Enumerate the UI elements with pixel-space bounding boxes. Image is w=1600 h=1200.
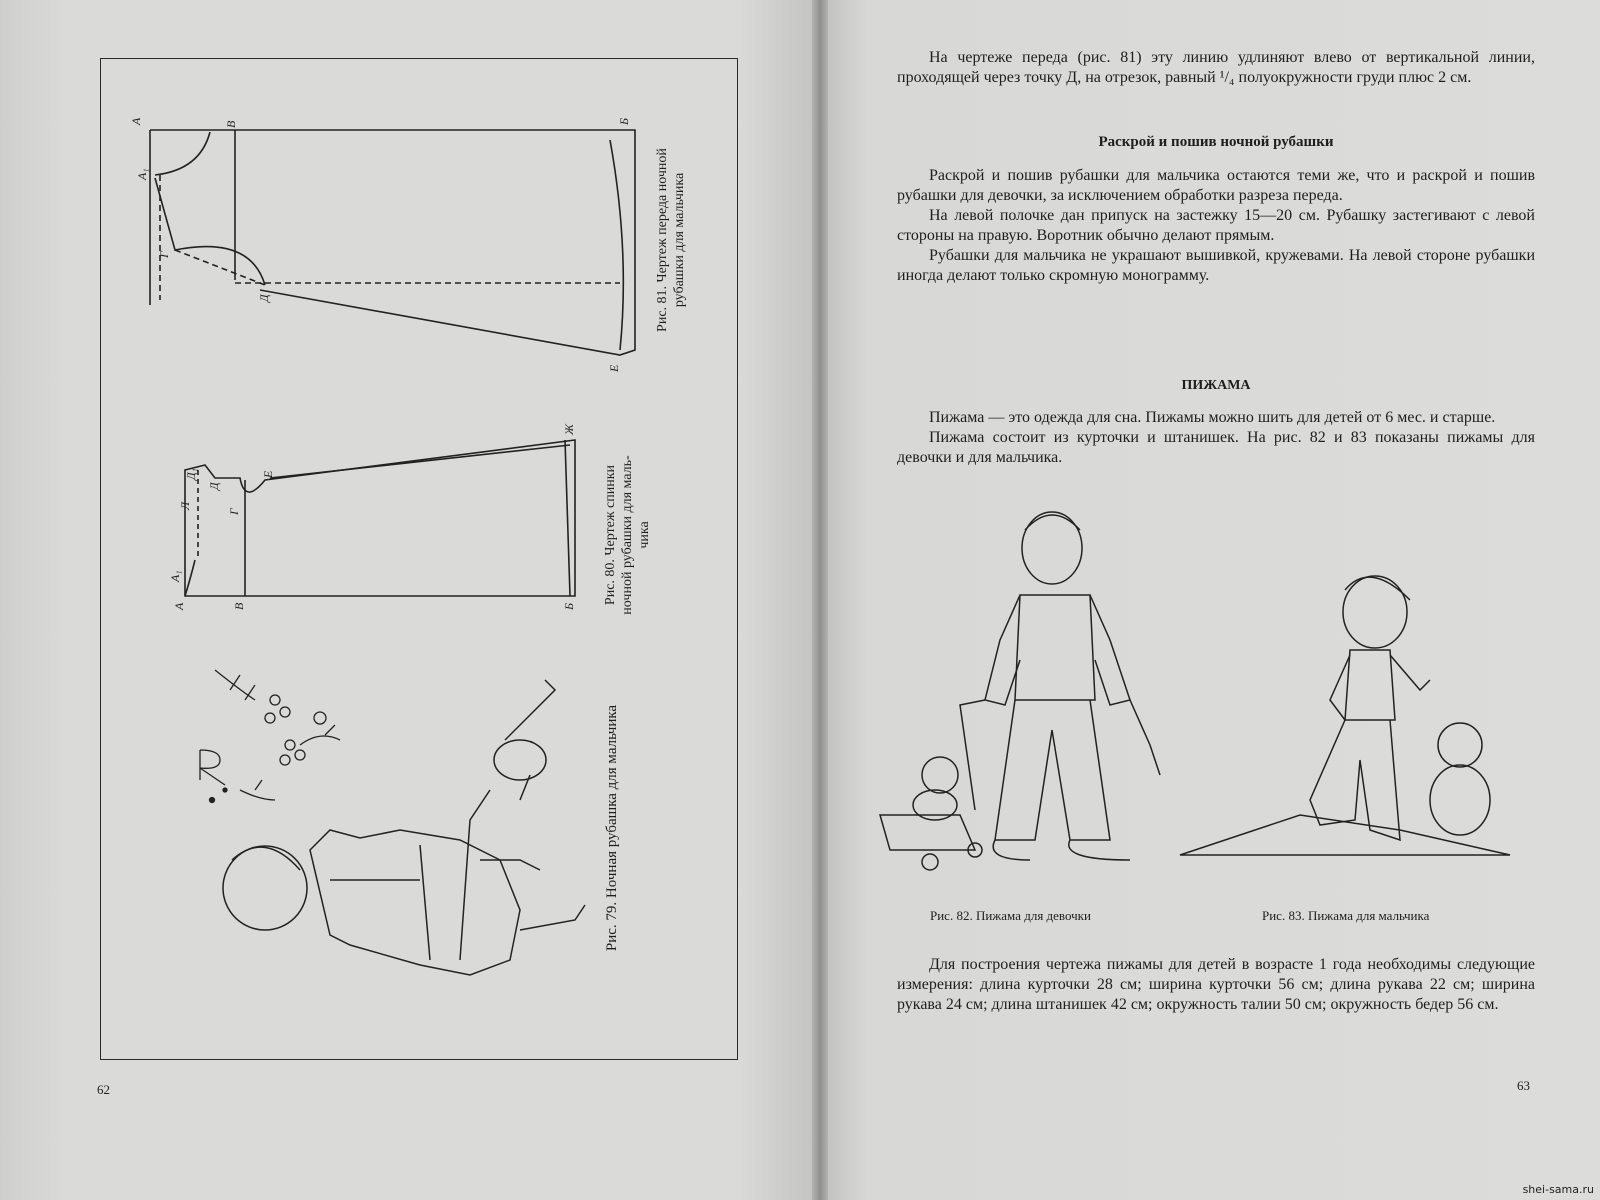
girl-illustration — [880, 512, 1160, 870]
section-heading-cutting: Раскрой и пошив ночной рубашки — [1098, 134, 1334, 150]
svg-text:А: А — [129, 117, 143, 125]
svg-text:А₁: А₁ — [135, 168, 149, 180]
svg-text:Е: Е — [261, 470, 275, 478]
caption-fig83: Рис. 83. Пижама для мальчика — [1262, 908, 1430, 923]
svg-text:Л: Л — [178, 501, 192, 510]
paragraph: Пижама состоит из курточки и штанишек. На рис. 82 и 83 показаны пижамы для девочки и для мальчика. — [897, 429, 1535, 466]
svg-text:Д₁: Д₁ — [184, 468, 198, 480]
svg-text:В: В — [224, 120, 238, 128]
caption-fig81: Рис. 81. Чертеж переда ночной рубашки для мальчика — [655, 148, 687, 332]
caption-fig80: Рис. 80. Чертеж спинки ночной рубашки для маль- чика — [603, 455, 652, 615]
svg-text:Д: Д — [257, 294, 271, 302]
svg-text:Б: Б — [617, 117, 631, 125]
paragraph: Раскрой и пошив рубашки для мальчика остаются теми же, что и раскрой и пошив рубашки для девочки, за исключением обработки разреза переда. — [897, 167, 1535, 204]
svg-text:А₁: А₁ — [168, 570, 182, 582]
svg-text:А: А — [172, 602, 186, 610]
svg-text:Г: Г — [157, 251, 171, 258]
paragraph: Рубашки для мальчика не украшают вышивкой, кружевами. На левой стороне рубашки иногда делают только скромную монограмму. — [897, 247, 1535, 284]
page-number-right: 63 — [1517, 1078, 1530, 1093]
caption-fig79: Рис. 79. Ночная рубашка для мальчика — [604, 704, 620, 952]
boy-pajama-illustration — [1180, 576, 1510, 855]
watermark: shei-sama.ru — [1522, 1183, 1594, 1196]
page-number-left: 62 — [97, 1082, 110, 1097]
paragraph: Для построения чертежа пижамы для детей в возрасте 1 года необходимы следующие измерения: длина курточки 28 см; ширина курточки 56 см; длина рукава 22 см; ширина рукава 24 см; длина штанишек 42 см; окружность талии 50 см; окружность бедер 56 см. — [897, 956, 1535, 1013]
svg-text:Б: Б — [562, 602, 576, 610]
svg-text:Ж: Ж — [562, 424, 576, 435]
svg-text:Г: Г — [227, 508, 241, 515]
measurements-section — [897, 955, 1535, 1015]
caption-fig82: Рис. 82. Пижама для девочки — [930, 908, 1091, 923]
svg-text:Е: Е — [607, 364, 621, 372]
svg-text:Д: Д — [207, 482, 221, 490]
intro-text: На чертеже переда (рис. 81) эту линию удлиняют влево от вертикальной линии, проходящей через точку Д, на отрезок, равный ¹/₄ полуокружности груди плюс 2 см. — [897, 49, 1535, 86]
paragraph: Пижама — это одежда для сна. Пижамы можно шить для детей от 6 мес. и старше. — [929, 409, 1496, 426]
svg-text:В: В — [232, 602, 246, 610]
paragraph: На левой полочке дан припуск на застежку 15—20 см. Рубашку застегивают с левой стороны на правую. Воротник обычно делают прямым. — [897, 207, 1535, 244]
section-heading-pajama: ПИЖАМА — [1181, 378, 1251, 393]
